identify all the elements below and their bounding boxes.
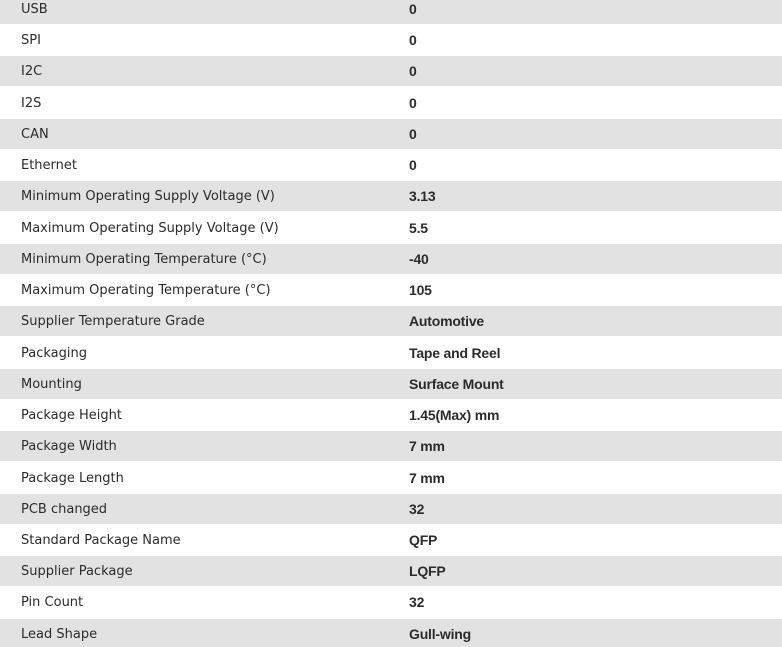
row-value: QFP xyxy=(409,532,438,548)
row-value: 5.5 xyxy=(409,220,428,236)
table-row xyxy=(0,181,782,211)
table-row xyxy=(0,525,782,555)
row-label: Lead Shape xyxy=(21,626,98,642)
table-row xyxy=(0,0,782,24)
table-row xyxy=(0,400,782,430)
row-label: Minimum Operating Temperature (°C) xyxy=(21,251,267,267)
row-value: 7 mm xyxy=(409,438,445,454)
table-row xyxy=(0,213,782,243)
row-label: Package Length xyxy=(21,470,124,486)
row-value: -40 xyxy=(409,251,429,267)
table-row xyxy=(0,494,782,524)
row-label: I2S xyxy=(21,95,42,111)
row-label: Supplier Temperature Grade xyxy=(21,313,205,329)
row-label: PCB changed xyxy=(21,501,108,517)
row-value: 0 xyxy=(409,95,417,111)
table-row xyxy=(0,619,782,647)
row-value: 32 xyxy=(409,594,425,610)
table-row xyxy=(0,88,782,118)
row-value: 0 xyxy=(409,126,417,142)
row-label: Package Width xyxy=(21,438,117,454)
table-row xyxy=(0,463,782,493)
table-row xyxy=(0,244,782,274)
row-label: I2C xyxy=(21,63,43,79)
row-value: 1.45(Max) mm xyxy=(409,407,500,423)
row-label: Package Height xyxy=(21,407,122,423)
row-value: 0 xyxy=(409,32,417,48)
row-value: Surface Mount xyxy=(409,376,504,392)
table-row xyxy=(0,431,782,461)
table-row xyxy=(0,369,782,399)
table-row xyxy=(0,119,782,149)
row-label: Standard Package Name xyxy=(21,532,181,548)
row-label: Supplier Package xyxy=(21,563,133,579)
row-label: Minimum Operating Supply Voltage (V) xyxy=(21,188,275,204)
row-label: Ethernet xyxy=(21,157,77,173)
table-row xyxy=(0,306,782,336)
row-value: LQFP xyxy=(409,563,446,579)
table-row xyxy=(0,150,782,180)
row-value: 7 mm xyxy=(409,470,445,486)
table-row xyxy=(0,56,782,86)
row-label: SPI xyxy=(21,32,41,48)
row-value: Automotive xyxy=(409,313,485,329)
row-label: Packaging xyxy=(21,345,87,361)
row-value: 0 xyxy=(409,1,417,17)
row-value: 0 xyxy=(409,63,417,79)
row-value: 0 xyxy=(409,157,417,173)
row-value: 3.13 xyxy=(409,188,436,204)
row-value: Gull-wing xyxy=(409,626,471,642)
row-label: USB xyxy=(21,1,48,17)
row-value: 32 xyxy=(409,501,425,517)
row-label: CAN xyxy=(21,126,49,142)
row-value: 105 xyxy=(409,282,432,298)
row-label: Maximum Operating Supply Voltage (V) xyxy=(21,220,279,236)
table-row xyxy=(0,338,782,368)
table-row xyxy=(0,275,782,305)
table-row xyxy=(0,587,782,617)
row-label: Pin Count xyxy=(21,594,84,610)
row-label: Mounting xyxy=(21,376,82,392)
table-row xyxy=(0,556,782,586)
row-value: Tape and Reel xyxy=(409,345,501,361)
table-row xyxy=(0,25,782,55)
row-label: Maximum Operating Temperature (°C) xyxy=(21,282,271,298)
